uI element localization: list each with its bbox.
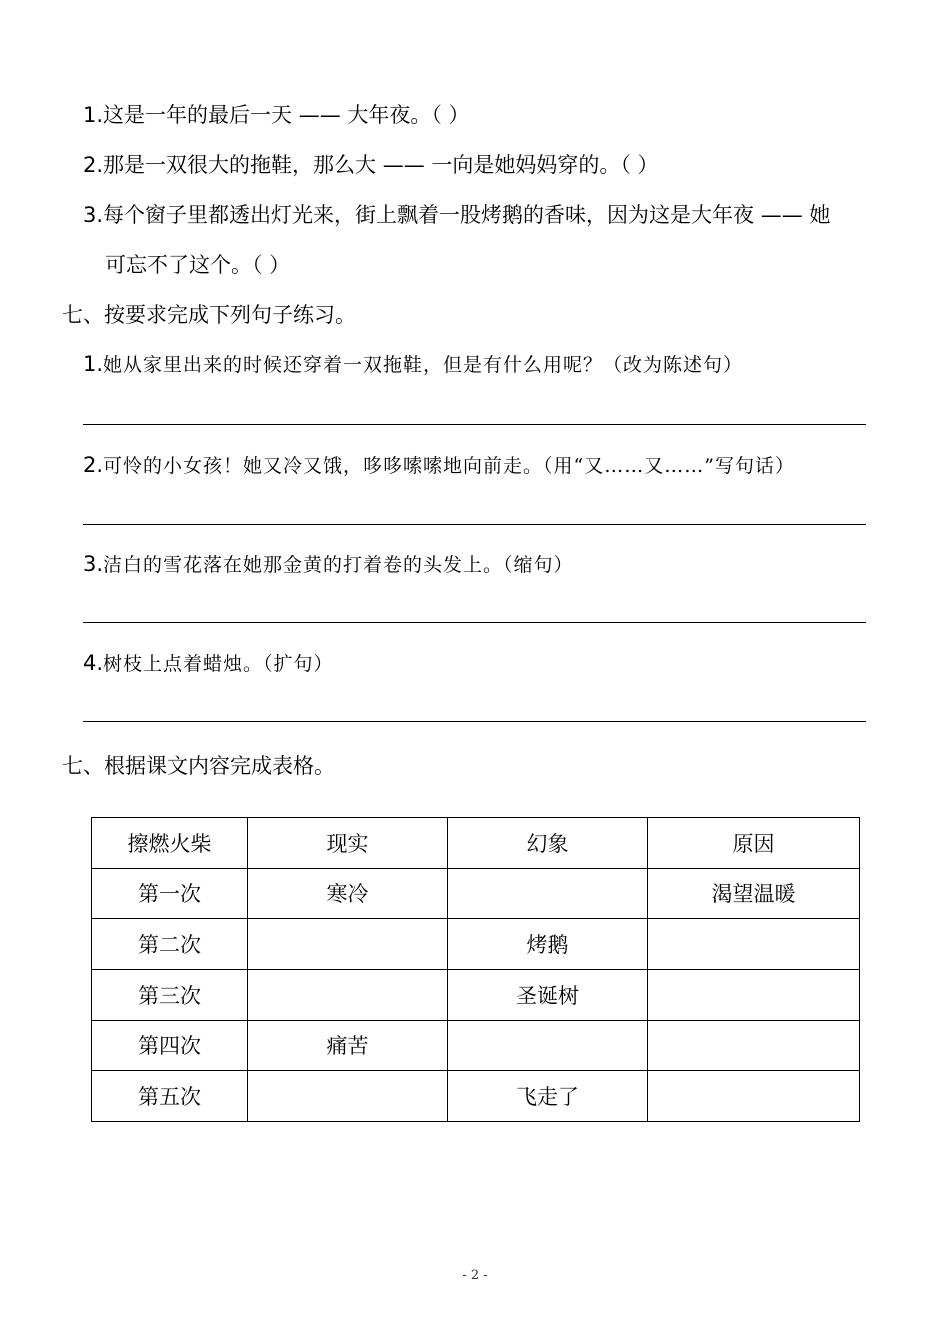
question-3 bbox=[83, 550, 574, 577]
table-cell[interactable] bbox=[648, 969, 860, 1020]
question-number: 2. bbox=[83, 453, 104, 477]
table-cell[interactable] bbox=[648, 1020, 860, 1071]
section-title-table: 七、根据课文内容完成表格。 bbox=[62, 754, 335, 778]
table-row bbox=[92, 1020, 860, 1071]
question-number: 4. bbox=[83, 651, 104, 675]
table-cell: 第二次 bbox=[92, 919, 248, 970]
table-header-cell: 擦燃火柴 bbox=[92, 818, 248, 869]
table-cell[interactable] bbox=[448, 1020, 648, 1071]
table-cell: 圣诞树 bbox=[448, 969, 648, 1020]
table-cell: 烤鹅 bbox=[448, 919, 648, 970]
judge-item-3: 3.每个窗子里都透出灯光来，街上飘着一股烤鹅的香味，因为这是大年夜 —— 她 bbox=[83, 203, 831, 227]
question-text: 她从家里出来的时候还穿着一双拖鞋，但是有什么用呢？（改为陈述句） bbox=[103, 354, 744, 376]
question-text: 洁白的雪花落在她那金黄的打着卷的头发上。（缩句） bbox=[103, 554, 574, 576]
judge-item-1: 1.这是一年的最后一天 —— 大年夜。（ ） bbox=[83, 103, 470, 127]
table-cell: 第一次 bbox=[92, 868, 248, 919]
answer-line-3[interactable] bbox=[83, 622, 866, 623]
table-cell[interactable] bbox=[448, 868, 648, 919]
answer-line-1[interactable] bbox=[83, 424, 866, 425]
table-cell: 寒冷 bbox=[248, 868, 448, 919]
table-cell: 痛苦 bbox=[248, 1020, 448, 1071]
question-text: 可怜的小女孩！她又冷又饿，哆哆嗦嗦地向前走。（用“又……又……”写句话） bbox=[103, 455, 795, 477]
question-text: 树枝上点着蜡烛。（扩句） bbox=[103, 653, 334, 675]
table-cell: 飞走了 bbox=[448, 1071, 648, 1122]
table-header-cell: 幻象 bbox=[448, 818, 648, 869]
table-row bbox=[92, 1071, 860, 1122]
table-row bbox=[92, 868, 860, 919]
question-number: 3. bbox=[83, 552, 104, 576]
table-cell[interactable] bbox=[248, 1071, 448, 1122]
judge-item-2: 2.那是一双很大的拖鞋，那么大 —— 一向是她妈妈穿的。（ ） bbox=[83, 153, 659, 177]
table-cell[interactable] bbox=[648, 1071, 860, 1122]
table-cell: 第三次 bbox=[92, 969, 248, 1020]
judge-item-3-cont: 可忘不了这个。（ ） bbox=[105, 253, 291, 277]
table-row bbox=[92, 969, 860, 1020]
question-1 bbox=[83, 350, 743, 377]
answer-line-2[interactable] bbox=[83, 524, 866, 525]
table-header-cell: 现实 bbox=[248, 818, 448, 869]
table-cell: 渴望温暖 bbox=[648, 868, 860, 919]
table-cell[interactable] bbox=[248, 919, 448, 970]
page-number: - 2 - bbox=[462, 1268, 488, 1283]
question-number: 1. bbox=[83, 352, 104, 376]
table-header-cell: 原因 bbox=[648, 818, 860, 869]
question-2 bbox=[83, 451, 795, 478]
question-4 bbox=[83, 649, 334, 676]
match-table bbox=[91, 817, 860, 1122]
section-title-sentences: 七、按要求完成下列句子练习。 bbox=[62, 303, 356, 327]
table-row bbox=[92, 919, 860, 970]
table-cell[interactable] bbox=[248, 969, 448, 1020]
table-cell: 第五次 bbox=[92, 1071, 248, 1122]
table-header-row bbox=[92, 818, 860, 869]
table-cell[interactable] bbox=[648, 919, 860, 970]
answer-line-4[interactable] bbox=[83, 721, 866, 722]
table-cell: 第四次 bbox=[92, 1020, 248, 1071]
